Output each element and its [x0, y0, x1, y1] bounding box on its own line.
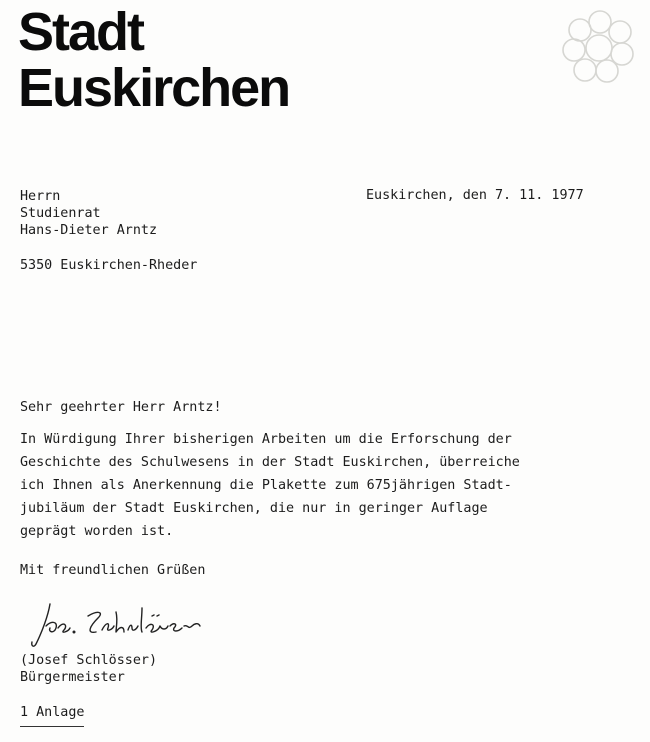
- letter-body: [20, 428, 620, 543]
- letter-greeting: Sehr geehrter Herr Arntz!: [20, 400, 222, 415]
- signer-block: [20, 652, 157, 686]
- recipient-name: Hans-Dieter Arntz: [20, 223, 158, 238]
- letter-date: Euskirchen, den 7. 11. 1977: [366, 188, 584, 203]
- body-line: jubiläum der Stadt Euskirchen, die nur in geringer Auflage: [20, 501, 488, 516]
- logo-line-stadt: Stadt: [18, 2, 143, 62]
- enclosure-underline: [20, 726, 84, 727]
- body-line: Geschichte des Schulwesens in der Stadt Euskirchen, überreiche: [20, 455, 520, 470]
- body-line: ich Ihnen als Anerkennung die Plakette zum 675jährigen Stadt-: [20, 478, 512, 493]
- enclosure-note: 1 Anlage: [20, 705, 85, 720]
- body-line: In Würdigung Ihrer bisherigen Arbeiten um die Erforschung der: [20, 432, 512, 447]
- recipient-address: [20, 188, 197, 274]
- handwritten-signature: [28, 596, 218, 656]
- logo-line-euskirchen: Euskirchen: [18, 58, 290, 118]
- letter-closing: Mit freundlichen Grüßen: [20, 563, 206, 578]
- signer-name: (Josef Schlösser): [20, 653, 158, 668]
- embossed-seal-icon: [560, 8, 640, 88]
- signer-role: Bürgermeister: [20, 670, 125, 685]
- city-logo: [18, 4, 289, 116]
- recipient-city: 5350 Euskirchen-Rheder: [20, 258, 198, 273]
- body-line: geprägt worden ist.: [20, 524, 174, 539]
- recipient-title: Studienrat: [20, 206, 101, 221]
- recipient-salutation: Herrn: [20, 189, 61, 204]
